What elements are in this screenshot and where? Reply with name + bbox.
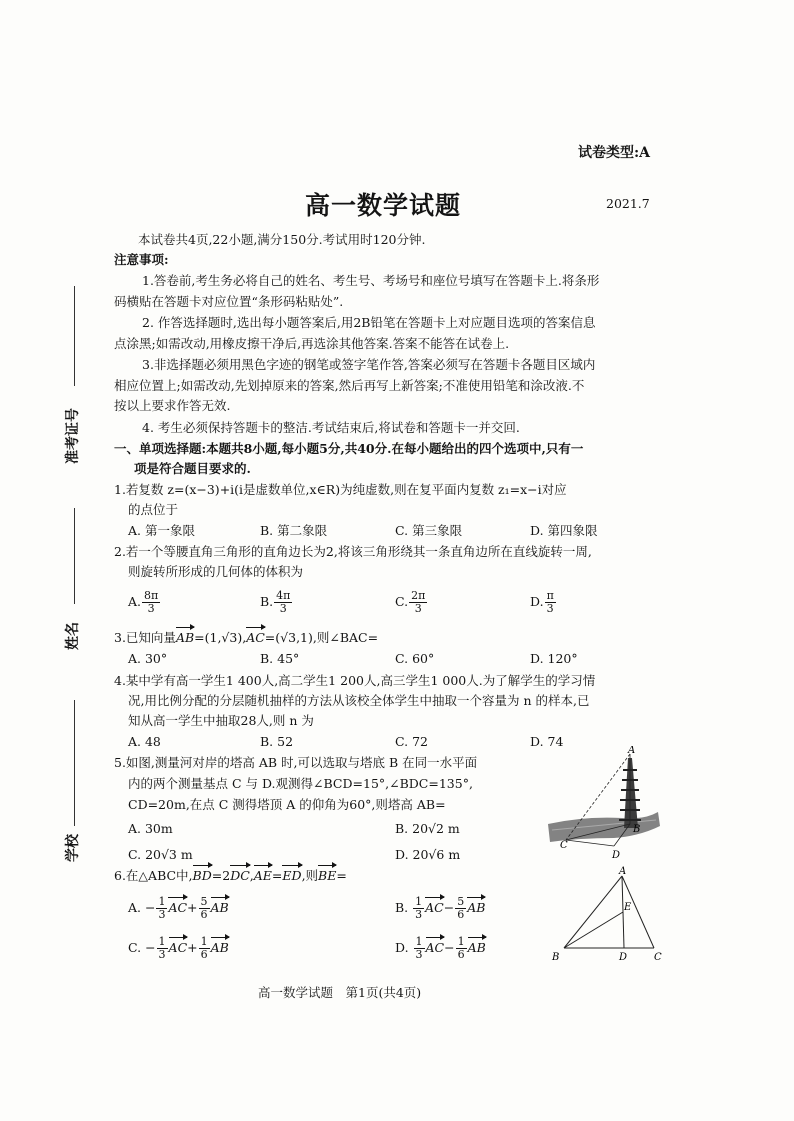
segment-be: [564, 912, 623, 948]
name-label: 姓名: [65, 622, 81, 650]
q4-option-c: C. 72: [395, 734, 428, 749]
q5-option-a: A. 30m: [128, 821, 173, 836]
q5-tower-figure: [544, 746, 662, 862]
side-ab: [564, 876, 622, 948]
label-c: C: [654, 952, 662, 963]
label-b: B: [633, 824, 641, 835]
exam-intro: 本试卷共4页,22小题,满分150分.考试用时120分钟.: [138, 232, 426, 247]
q3-option-d: D. 120°: [530, 651, 578, 666]
q4-option-a: A. 48: [128, 734, 161, 749]
note-2-line-1: 2. 作答选择题时,选出每小题答案后,用2B铅笔在答题卡上对应题目选项的答案信息: [142, 315, 596, 330]
exam-date: 2021.7: [606, 196, 650, 211]
q2-stem-line-2: 则旋转所形成的几何体的体积为: [128, 564, 304, 579]
label-d: D: [619, 952, 628, 963]
q3-option-a: A. 30°: [128, 651, 168, 666]
q4-option-d: D. 74: [530, 734, 564, 749]
note-3-line-2: 相应位置上;如需改动,先划掉原来的答案,然后再写上新答案;不准使用铅笔和涂改液.不: [114, 378, 585, 393]
page-title: 高一数学试题: [305, 191, 462, 220]
q1-stem-line-2: 的点位于: [128, 502, 179, 517]
name-line: [74, 508, 75, 604]
q6-option-c: C. − $\frac{1}{3}$ AC+ $\frac{1}{6}$ AB: [128, 935, 229, 961]
q3-option-b: B. 45°: [260, 651, 300, 666]
section-heading-line-2: 项是符合题目要求的.: [134, 461, 251, 476]
ticket-number-line: [74, 286, 75, 386]
school-line: [74, 700, 75, 826]
q4-option-b: B. 52: [260, 734, 294, 749]
q5-stem-line-3: CD=20m,在点 C 测得塔顶 A 的仰角为60°,则塔高 AB=: [128, 797, 446, 812]
q5-option-d: D. 20√6 m: [395, 847, 461, 862]
q6-option-d: D. $\frac{1}{3}$ AC− $\frac{1}{6}$ AB: [395, 935, 486, 961]
q2-option-c: C. $\frac{2\pi}{3}$: [395, 589, 426, 615]
q4-stem-line-1: 4.某中学有高一学生1 400人,高二学生1 200人,高三学生1 000人.为了解学生的学习情: [114, 673, 596, 688]
note-2-line-2: 点涂黑;如需改动,用橡皮擦干净后,再选涂其他答案.答案不能答在试卷上.: [114, 336, 510, 351]
section-heading-line-1: 一、单项选择题:本题共8小题,每小题5分,共40分.在每小题给出的四个选项中,只有一: [114, 441, 584, 456]
q2-stem-line-1: 2.若一个等腰直角三角形的直角边长为2,将该三角形绕其一条直角边所在直线旋转一周,: [114, 544, 592, 559]
label-d: D: [612, 850, 621, 861]
q6-option-a: A. − $\frac{1}{3}$ AC+ $\frac{5}{6}$ AB: [128, 895, 229, 921]
segment-cd: [566, 840, 614, 846]
notes-heading: 注意事项:: [114, 252, 169, 267]
label-a: A: [628, 746, 636, 756]
vector-ab: AB: [175, 630, 195, 645]
q1-stem-line-1: 1.若复数 z=(x−3)+i(i是虚数单位,x∈R)为纯虚数,则在复平面内复数 z₁=x−i对应: [114, 482, 567, 497]
q5-option-b: B. 20√2 m: [395, 821, 460, 836]
q1-option-d: D. 第四象限: [530, 523, 598, 538]
vector-ac: AC: [246, 630, 265, 645]
q5-stem-line-2: 内的两个测量基点 C 与 D.观测得∠BCD=15°,∠BDC=135°,: [128, 776, 473, 791]
q5-option-c: C. 20√3 m: [128, 847, 193, 862]
school-label: 学校: [65, 834, 81, 862]
paper-type: 试卷类型:A: [578, 145, 651, 161]
q1-option-b: B. 第二象限: [260, 523, 328, 538]
q2-option-a: A. $\frac{8\pi}{3}$: [128, 589, 159, 615]
note-4: 4. 考生必须保持答题卡的整洁.考试结束后,将试卷和答题卡一并交回.: [142, 420, 520, 435]
q6-option-b: B. $\frac{1}{3}$ AC− $\frac{5}{6}$ AB: [395, 895, 486, 921]
q6-stem: 6.在△ABC中,BD=2DC,AE=ED,则BE=: [114, 868, 347, 883]
q2-option-b: B. $\frac{4\pi}{3}$: [260, 589, 291, 615]
q1-option-a: A. 第一象限: [128, 523, 195, 538]
page-footer: 高一数学试题 第1页(共4页): [258, 985, 422, 1000]
q5-stem-line-1: 5.如图,测量河对岸的塔高 AB 时,可以选取与塔底 B 在同一水平面: [114, 755, 478, 770]
q1-option-c: C. 第三象限: [395, 523, 463, 538]
q6-triangle-figure: [544, 864, 668, 968]
q2-option-d: D. $\frac{\pi}{3}$: [530, 589, 554, 615]
note-3-line-1: 3.非选择题必须用黑色字迹的钢笔或签字笔作答,答案必须写在答题卡各题目区域内: [142, 357, 596, 372]
label-c: C: [560, 840, 568, 851]
label-e: E: [624, 902, 632, 913]
ticket-number-label: 准考证号: [65, 408, 81, 464]
q3-stem: 3.已知向量AB=(1,√3),AC=(√3,1),则∠BAC=: [114, 630, 379, 645]
q4-stem-line-2: 况,用比例分配的分层随机抽样的方法从该校全体学生中抽取一个容量为 n 的样本,已: [128, 693, 590, 708]
label-a: A: [619, 866, 627, 877]
note-1-line-2: 码横贴在答题卡对应位置“条形码粘贴处”.: [114, 294, 344, 309]
note-1-line-1: 1.答卷前,考生务必将自己的姓名、考生号、考场号和座位号填写在答题卡上.将条形: [142, 273, 600, 288]
river-bank-shape: [548, 812, 660, 842]
note-3-line-3: 按以上要求作答无效.: [114, 398, 231, 413]
q3-option-c: C. 60°: [395, 651, 435, 666]
label-b: B: [552, 952, 560, 963]
q4-stem-line-3: 知从高一学生中抽取28人,则 n 为: [128, 713, 314, 728]
